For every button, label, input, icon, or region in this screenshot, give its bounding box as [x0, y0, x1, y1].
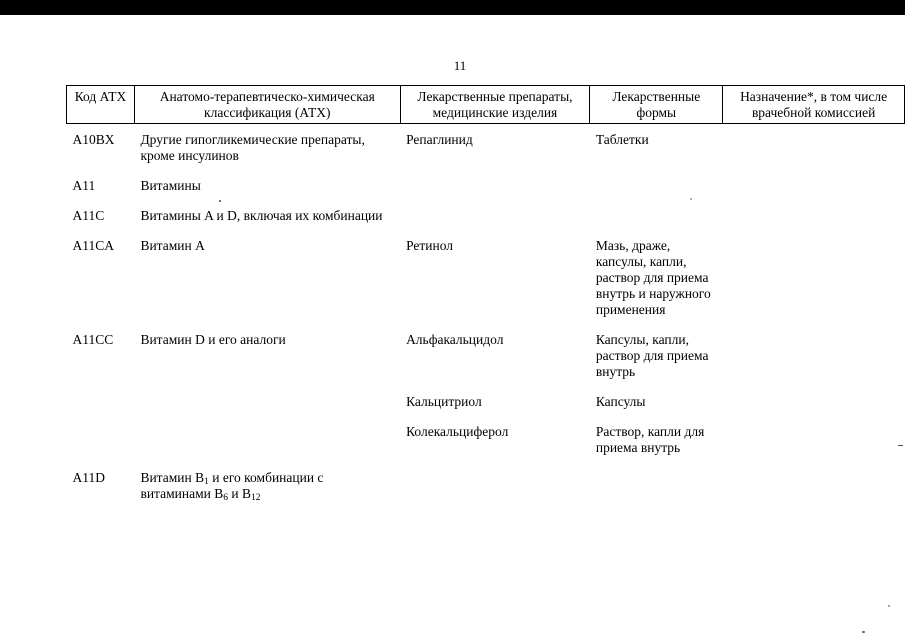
table-row — [67, 230, 905, 324]
classification-text: и B — [228, 486, 251, 501]
cell-form: Раствор, капли для приема внутрь — [595, 424, 705, 455]
cell-purpose — [723, 200, 905, 230]
cell-code: A10BX — [72, 132, 115, 147]
cell-purpose — [723, 124, 905, 171]
cell-form — [590, 170, 723, 200]
subscript: 12 — [250, 493, 261, 503]
cell-form: Мазь, драже, капсулы, капли, раствор для приема внутрь и наружного применения — [595, 238, 711, 317]
table-row — [67, 200, 905, 230]
page-number: 11 — [453, 58, 467, 73]
cell-code: A11D — [72, 470, 105, 485]
cell-classification: Витамин D и его аналоги — [140, 332, 286, 347]
cell-classification — [134, 386, 400, 416]
cell-code — [67, 416, 135, 462]
cell-drug — [400, 462, 590, 508]
header-dosage-forms: Лекарственные формы — [590, 86, 723, 124]
table-row — [67, 124, 905, 171]
cell-code: A11C — [72, 208, 105, 223]
classification-text: и его комбинации с витаминами B — [140, 470, 324, 501]
cell-classification: Витамины A и D, включая их комбинации — [140, 208, 383, 223]
cell-form: Таблетки — [595, 132, 649, 147]
cell-purpose — [723, 462, 905, 508]
cell-form: Капсулы — [595, 394, 646, 409]
cell-code: A11CC — [72, 332, 114, 347]
cell-drug: Ретинол — [406, 238, 454, 253]
cell-purpose — [723, 324, 905, 386]
table-row-last — [67, 462, 905, 508]
subscript: 1 — [204, 477, 209, 487]
cell-classification — [134, 462, 400, 508]
cell-drug — [400, 200, 590, 230]
header-purpose: Назначение*, в том числе врачебной комиссией — [723, 86, 905, 124]
cell-purpose — [723, 230, 905, 324]
table-row — [67, 324, 905, 386]
cell-purpose — [723, 416, 905, 462]
cell-classification: Витамин A — [140, 238, 205, 253]
table-row — [67, 386, 905, 416]
cell-code: A11 — [72, 178, 96, 193]
cell-code: A11CA — [72, 238, 115, 253]
cell-drug: Колекальциферол — [406, 424, 509, 439]
atx-table — [66, 85, 905, 508]
cell-drug — [400, 170, 590, 200]
cell-form — [590, 200, 723, 230]
cell-classification — [134, 416, 400, 462]
table-body — [67, 124, 905, 509]
header-atx-code: Код АТХ — [67, 86, 135, 124]
header-drugs: Лекарственные препараты, медицинские изделия — [400, 86, 590, 124]
cell-classification: Витамины — [140, 178, 201, 193]
cell-purpose — [723, 170, 905, 200]
cell-drug: Кальцитриол — [406, 394, 482, 409]
table-row — [67, 416, 905, 462]
subscript: 6 — [223, 493, 228, 503]
cell-drug: Альфакальцидол — [406, 332, 504, 347]
classification-text: Витамин B — [140, 470, 205, 485]
cell-form — [590, 462, 723, 508]
header-atx-classification: Анатомо-терапевтическо-химическая классификация (АТХ) — [134, 86, 400, 124]
cell-form: Капсулы, капли, раствор для приема внутрь — [595, 332, 709, 379]
cell-classification: Другие гипогликемические препараты, кроме инсулинов — [140, 132, 365, 163]
cell-drug: Репаглинид — [406, 132, 473, 147]
table-row — [67, 170, 905, 200]
table-header-row — [67, 86, 905, 124]
cell-purpose — [723, 386, 905, 416]
scan-top-border — [0, 0, 905, 15]
cell-code — [67, 386, 135, 416]
